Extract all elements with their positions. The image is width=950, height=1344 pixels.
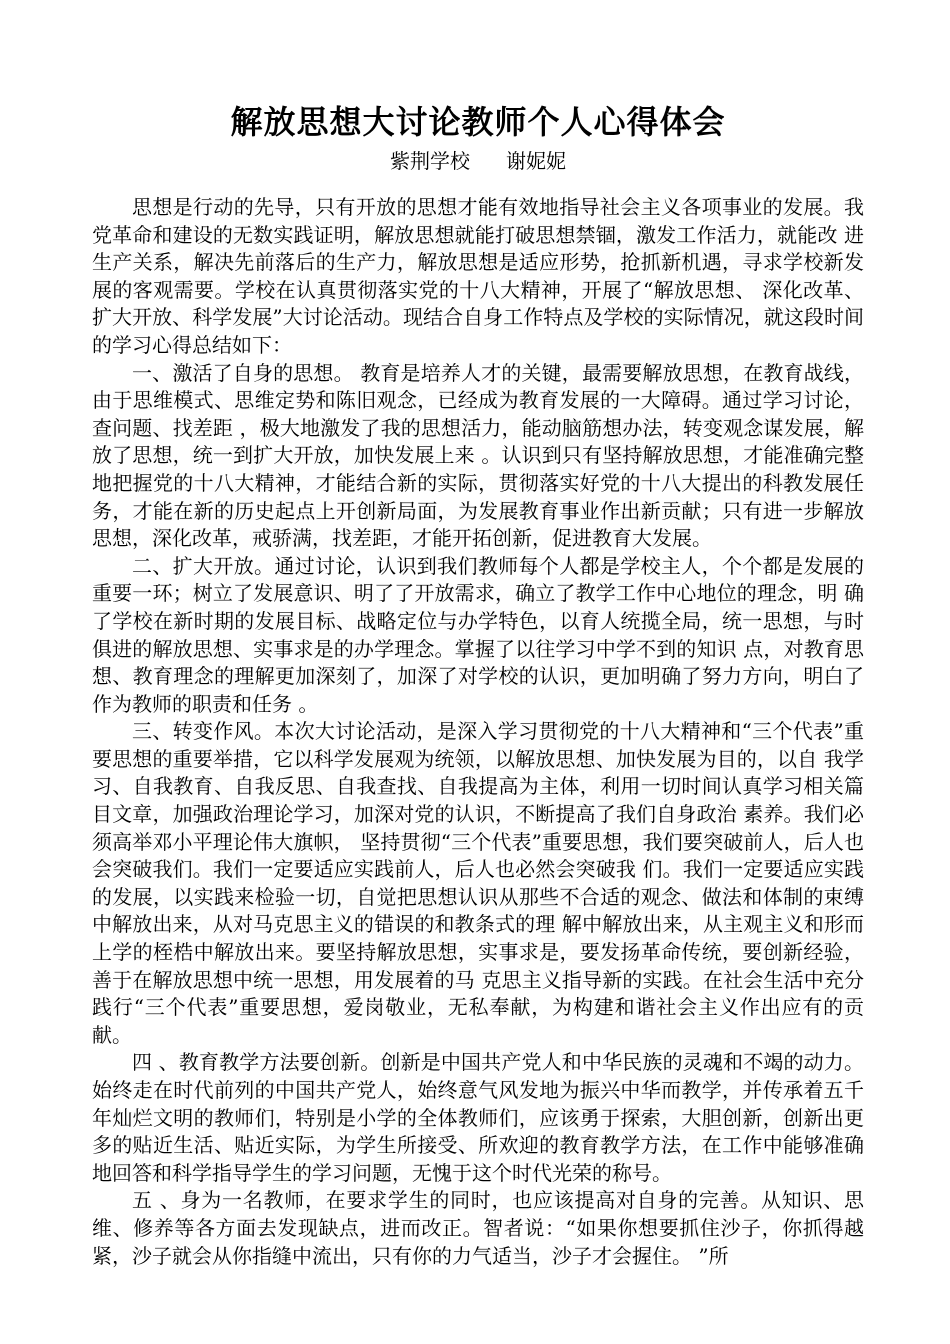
document-page	[92, 100, 864, 1270]
document-body	[92, 194, 864, 1270]
document-title: 解放思想大讨论教师个人心得体会	[230, 103, 726, 141]
paragraph-intro: 思想是行动的先导，只有开放的思想才能有效地指导社会主义各项事业的发展。我党革命和建设的无数实践证明，解放思想就能打破思想禁锢，激发工作活力，就能改 进生产关系，解决先前落后的生产力，解放思想是适应形势，抢抓新机遇，寻求学校新发展的客观需要。学校在认真贯彻落实党的十八大精神，开展了“解放思想、 深化改革、扩大开放、科学发展”大讨论活动。现结合自身工作特点及学校的实际情况，就这段时间的学习心得总结如下：	[92, 195, 864, 357]
paragraph-section-3: 三、转变作风。本次大讨论活动，是深入学习贯彻党的十八大精神和“三个代表”重要思想的重要举措，它以科学发展观为统领，以解放思想、加快发展为目的，以自 我学习、自我教育、自我反思、自我查找、自我提高为主体，利用一切时间认真学习相关篇目文章，加强政治理论学习，加深对党的认识，不断提高了我们自身政治 素养。我们必须高举邓小平理论伟大旗帜， 坚持贯彻“三个代表”重要思想，我们要突破前人，后人也会突破我们。我们一定要适应实践前人，后人也必然会突破我 们。我们一定要适应实践的发展，以实践来检验一切，自觉把思想认识从那些不合适的观念、做法和体制的束缚中解放出来，从对马克思主义的错误的和教条式的理 解中解放出来，从主观主义和形而上学的桎梏中解放出来。要坚持解放思想，实事求是，要发扬革命传统，要创新经验，善于在解放思想中统一思想，用发展着的马 克思主义指导新的实践。在社会生活中充分践行“三个代表”重要思想，爱岗敬业，无私奉献，为构建和谐社会主义作出应有的贡献。	[92, 719, 864, 1047]
paragraph-section-2: 二、扩大开放。通过讨论，认识到我们教师每个人都是学校主人，个个都是发展的重要一环；树立了发展意识、明了了开放需求，确立了教学工作中心地位的理念，明 确了学校在新时期的发展目标、战略定位与办学特色，以育人统揽全局，统一思想，与时俱进的解放思想、实事求是的办学理念。掌握了以往学习中学不到的知识 点，对教育思想、教育理念的理解更加深刻了，加深了对学校的认识，更加明确了努力方向，明白了作为教师的职责和任务 。	[92, 553, 864, 716]
school-name: 紫荆学校	[390, 149, 470, 173]
byline	[92, 146, 864, 176]
paragraph-section-5: 五 、身为一名教师，在要求学生的同时，也应该提高对自身的完善。从知识、思维、修养等各方面去发现缺点，进而改正。智者说：“如果你想要抓住沙子，你抓得越紧，沙子就会从你指缝中流出，只有你的力气适当，沙子才会握住。 ”所	[92, 1188, 864, 1268]
author-name: 谢妮妮	[506, 149, 566, 173]
paragraph-section-1: 一、激活了自身的思想。 教育是培养人才的关键，最需要解放思想，在教育战线，由于思维模式、思维定势和陈旧观念，已经成为教育发展的一大障碍。通过学习讨论，查问题、找差距 ，极大地激发了我的思想活力，能动脑筋想办法，转变观念谋发展，解放了思想，统一到扩大开放，加快发展上来 。认识到只有坚持解放思想，才能准确完整地把握党的十八大精神，才能结合新的实际，贯彻落实好党的十八大提出的科教发展任务，才能在新的历史起点上开创新局面，为发展教育事业作出新贡献；只有进一步解放思想，深化改革，戒骄满，找差距，才能开拓创新，促进教育大发展。	[92, 360, 864, 551]
paragraph-section-4: 四 、教育教学方法要创新。创新是中国共产党人和中华民族的灵魂和不竭的动力。始终走在时代前列的中国共产党人，始终意气风发地为振兴中华而教学，并传承着五千年灿烂文明的教师们，特别是小学的全体教师们，应该勇于探索，大胆创新，创新出更多的贴近生活、贴近实际，为学生所接受、所欢迎的教育教学方法，在工作中能够准确地回答和科学指导学生的学习问题，无愧于这个时代光荣的称号。	[92, 1050, 864, 1185]
